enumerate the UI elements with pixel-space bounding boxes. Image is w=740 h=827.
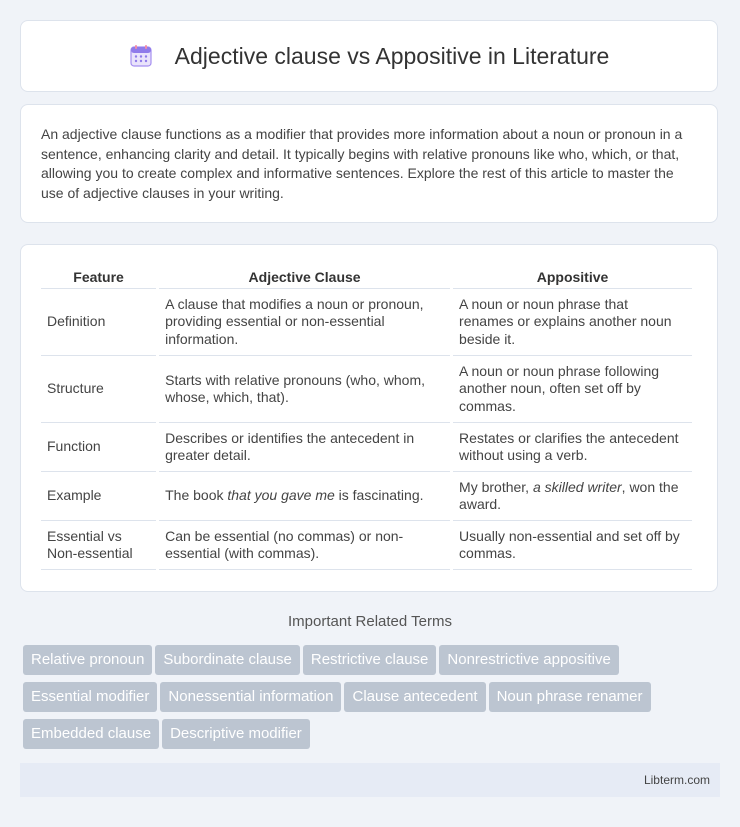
intro-text: An adjective clause functions as a modifier that provides more information about a noun or pronoun in a sentence, enhancing clarity and detail. It typically begins with relative pronouns like who, which, or that, allowing you to create complex and informative sentences. Explore the rest of this article to master the use of adjective clauses in your writing.: [41, 126, 683, 201]
comparison-card: [20, 244, 718, 592]
example-emphasis: a skilled writer: [532, 478, 622, 495]
footer-site-link[interactable]: Libterm.com: [643, 773, 710, 787]
feature-cell: Example: [41, 472, 156, 521]
adjective-cell: [159, 472, 450, 521]
table-row: [41, 356, 692, 423]
example-text: The book: [165, 487, 228, 504]
example-text: , won the award.: [459, 478, 679, 512]
example-text: is fascinating.: [334, 487, 424, 504]
header-feature: Feature: [41, 265, 156, 289]
related-term-tag[interactable]: Nonrestrictive appositive: [439, 645, 618, 675]
related-term-tag[interactable]: Noun phrase renamer: [489, 682, 651, 712]
appositive-cell: Restates or clarifies the antecedent without using a verb.: [453, 423, 692, 472]
related-term-tag[interactable]: Restrictive clause: [303, 645, 437, 675]
adjective-cell: Can be essential (no commas) or non-essential (with commas).: [159, 521, 450, 570]
page-title: Adjective clause vs Appositive in Literature: [174, 42, 610, 69]
related-term-tag[interactable]: Embedded clause: [23, 719, 159, 749]
calendar-icon: [129, 44, 153, 68]
related-terms-title: Important Related Terms: [288, 613, 452, 630]
related-term-tag[interactable]: Clause antecedent: [344, 682, 485, 712]
feature-cell: Definition: [41, 289, 156, 356]
feature-cell: Structure: [41, 356, 156, 423]
table-row: [41, 472, 692, 521]
related-term-tag[interactable]: Descriptive modifier: [162, 719, 310, 749]
comparison-table: [38, 265, 695, 570]
footer: [20, 763, 720, 797]
table-row: [41, 521, 692, 570]
appositive-cell: A noun or noun phrase that renames or explains another noun beside it.: [453, 289, 692, 356]
related-term-tag[interactable]: Essential modifier: [23, 682, 157, 712]
header-adjective-clause: Adjective Clause: [159, 265, 450, 289]
feature-cell: Function: [41, 423, 156, 472]
related-terms-list: [23, 645, 723, 756]
header-appositive: Appositive: [453, 265, 692, 289]
intro-card: [20, 104, 718, 223]
example-emphasis: that you gave me: [227, 487, 335, 504]
table-row: [41, 423, 692, 472]
table-row: [41, 289, 692, 356]
related-term-tag[interactable]: Relative pronoun: [23, 645, 152, 675]
appositive-cell: A noun or noun phrase following another noun, often set off by commas.: [453, 356, 692, 423]
page-header: [20, 20, 718, 92]
adjective-cell: Describes or identifies the antecedent in greater detail.: [159, 423, 450, 472]
related-term-tag[interactable]: Subordinate clause: [155, 645, 299, 675]
adjective-cell: Starts with relative pronouns (who, whom, whose, which, that).: [159, 356, 450, 423]
appositive-cell: [453, 472, 692, 521]
table-header-row: [41, 265, 692, 289]
appositive-cell: Usually non-essential and set off by commas.: [453, 521, 692, 570]
example-text: My brother,: [459, 478, 533, 495]
adjective-cell: A clause that modifies a noun or pronoun, providing essential or non-essential information.: [159, 289, 450, 356]
feature-cell: Essential vs Non-essential: [41, 521, 156, 570]
related-term-tag[interactable]: Nonessential information: [160, 682, 341, 712]
